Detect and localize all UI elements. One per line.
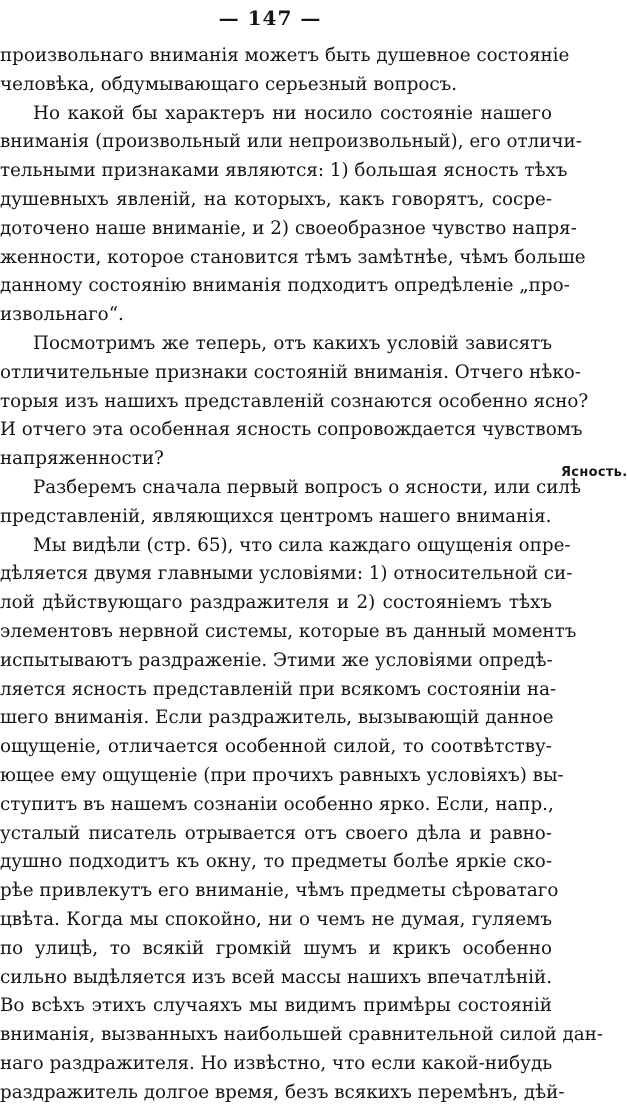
text-line: Посмотримъ же теперь, отъ какихъ условій зависятъ [33,332,552,354]
text-line: торыя изъ нашихъ представленій сознаются особенно ясно? [0,390,589,412]
text-line: по улицѣ, то всякій громкій шумъ и крикъ особенно [0,937,552,959]
body-text [0,42,604,1107]
text-line: женности, которое становится тѣмъ замѣтнѣе, чѣмъ больше [0,246,586,268]
text-line: ющее ему ощущеніе (при прочихъ равныхъ условіяхъ) вы- [0,764,564,786]
text-line: произвольнаго вниманія можетъ быть душевное состояніе [0,45,570,66]
text-line: шего вниманія. Если раздражитель, вызывающій данное [0,707,554,729]
text-line: усталый писатель отрывается отъ своего дѣла и равно- [0,822,552,844]
text-line: сильно выдѣляется изъ всей массы нашихъ впечатлѣній. [0,966,552,988]
text-line: Во всѣхъ этихъ случаяхъ мы видимъ примѣры состояній [0,995,552,1017]
page-number: — 147 — [218,6,322,30]
text-line: отличительные признаки состояній вниманія. Отчего нѣко- [0,361,581,383]
text-line: доточено наше вниманіе, и 2) своеобразное чувство напря- [0,217,577,239]
text-line: ощущеніе, отличается особенной силой, то соотвѣтству- [0,736,552,758]
text-line: вниманія, вызванныхъ наибольшей сравнительной силой дан- [0,1024,604,1046]
text-line: извольнаго“. [0,304,124,326]
text-line: элементовъ нервной системы, которые въ данный моментъ [0,620,577,642]
text-line: испытываютъ раздраженіе. Этими же условіями опредѣ- [0,649,553,671]
text-line: раздражитель долгое время, безъ всякихъ перемѣнъ, дѣй- [0,1081,565,1103]
text-line: напряженности? [0,448,164,470]
text-line: тельными признаками являются: 1) большая ясность тѣхъ [0,160,568,182]
text-line: цвѣта. Когда мы спокойно, ни о чемъ не думая, гуляемъ [0,908,552,930]
text-line: человѣка, обдумывающаго серьезный вопросъ. [0,73,458,95]
text-line: лой дѣйствующаго раздражителя и 2) состояніемъ тѣхъ [0,592,552,614]
text-line: ляется ясность представленій при всякомъ состояніи на- [0,678,557,700]
text-line: вниманія (произвольный или непроизвольный), его отличи- [0,131,582,153]
text-line: наго раздражителя. Но извѣстно, что если какой-нибудь [0,1052,553,1074]
text-line: Разберемъ сначала первый вопросъ о ясности, или силѣ [33,476,582,498]
text-line: данному состоянію вниманія подходитъ опредѣленіе „про- [0,275,570,297]
text-line: дѣляется двумя главными условіями: 1) относительной си- [0,563,573,585]
text-line: И отчего эта особенная ясность сопровождается чувствомъ [0,419,583,441]
text-line: ступитъ въ нашемъ сознаніи особенно ярко. Если, напр., [0,793,554,815]
text-line: душно подходитъ къ окну, то предметы болѣе яркіе ско- [0,851,552,873]
margin-note: Ясность. [561,465,627,480]
text-line: душевныхъ явленій, на которыхъ, какъ говорятъ, сосре- [0,188,552,210]
text-line: Но какой бы характеръ ни носило состояніе нашего [33,102,552,124]
text-line: представленій, являющихся центромъ нашего вниманія. [0,505,552,527]
text-line: рѣе привлекутъ его вниманіе, чѣмъ предметы сѣроватаго [0,880,559,902]
text-line: Мы видѣли (стр. 65), что сила каждаго ощущенія опре- [33,534,571,556]
